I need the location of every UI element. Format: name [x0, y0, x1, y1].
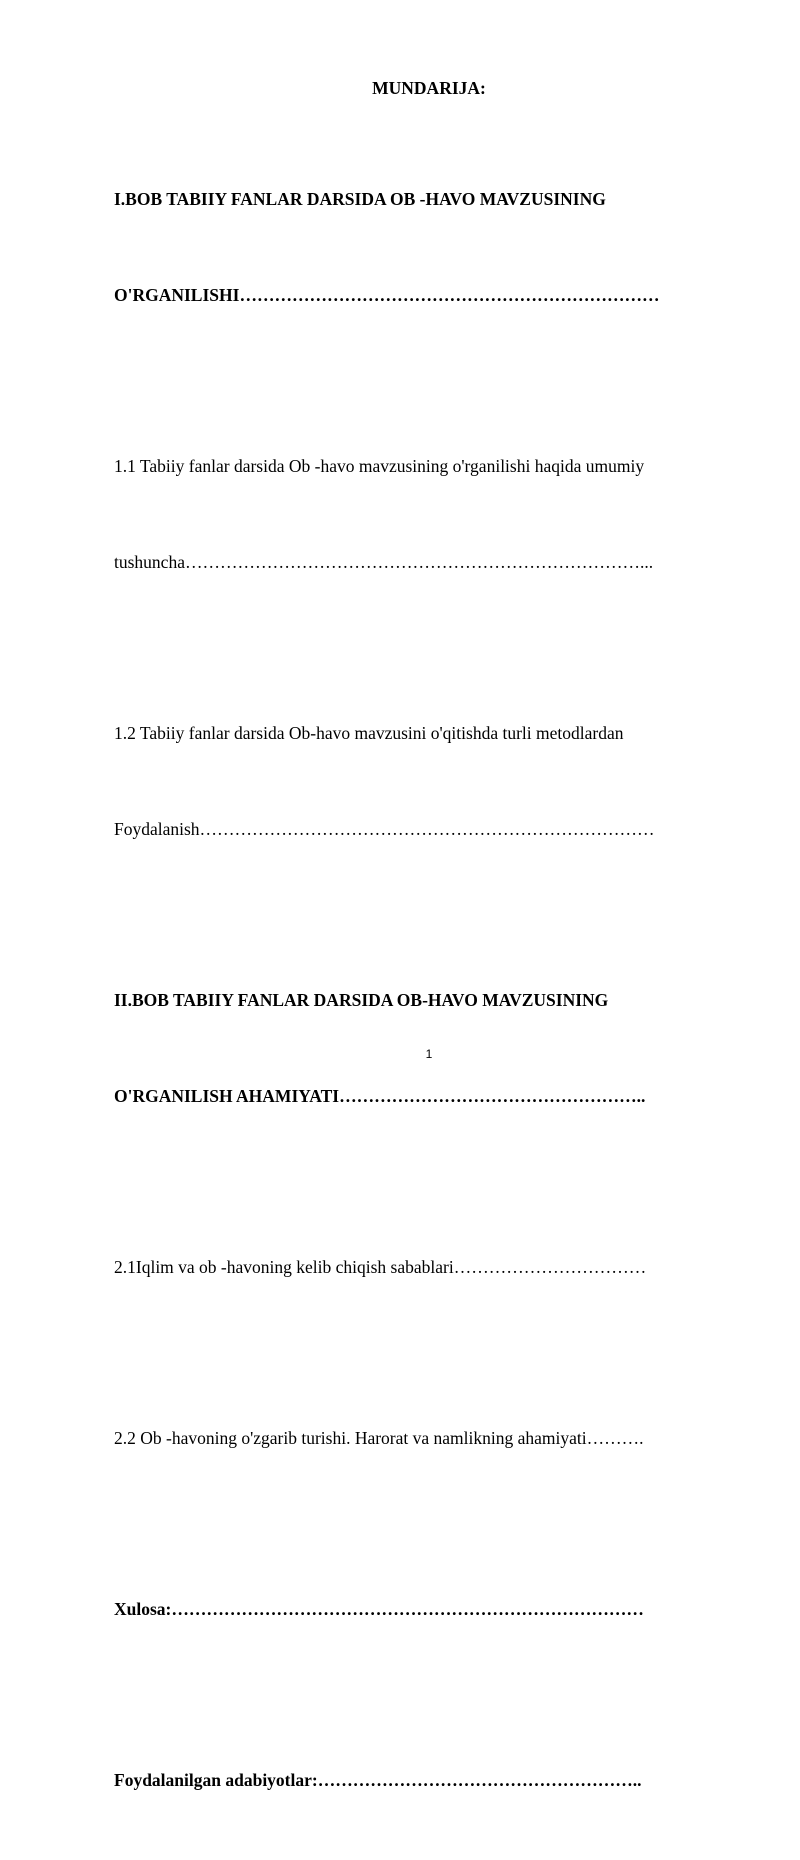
- toc-entry-line: tushuncha……………………………………………………………………...: [114, 552, 654, 572]
- toc-entry-line: Xulosa:………………………………………………………………………: [114, 1599, 644, 1619]
- toc-entry-section-1-2: [114, 653, 714, 909]
- toc-entry-line: Foydalanilgan adabiyotlar:………………………………………………..: [114, 1770, 642, 1790]
- toc-entry-line: O'RGANILISH AHAMIYATI……………………………………………..: [114, 1086, 646, 1106]
- toc-entry-line: 1.1 Tabiiy fanlar darsida Ob -havo mavzusining o'rganilishi haqida umumiy: [114, 456, 645, 476]
- page-number: 1: [425, 1047, 433, 1061]
- toc-entry-conclusion: [114, 1529, 714, 1689]
- toc-entry-line: II.BOB TABIIY FANLAR DARSIDA OB-HAVO MAVZUSINING: [114, 990, 609, 1010]
- toc-entry-chapter-1: [114, 119, 714, 375]
- toc-entry-section-2-2: [114, 1358, 714, 1518]
- toc-entry-references: [114, 1700, 714, 1860]
- toc-entry-line: Foydalanish……………………………………………………………………: [114, 819, 655, 839]
- toc-entry-line: 2.1Iqlim va ob -havoning kelib chiqish sabablari……………………………: [114, 1257, 647, 1277]
- toc-entry-line: 1.2 Tabiiy fanlar darsida Ob-havo mavzusini o'qitishda turli metodlardan: [114, 723, 624, 743]
- toc-entry-section-2-1: [114, 1187, 714, 1347]
- toc-entry-line: O'RGANILISHI………………………………………………………………: [114, 285, 660, 305]
- toc-entry-line: 2.2 Ob -havoning o'zgarib turishi. Harorat va namlikning ahamiyati……….: [114, 1428, 644, 1448]
- page-title: MUNDARIJA:: [372, 78, 486, 98]
- toc-entry-line: I.BOB TABIIY FANLAR DARSIDA OB -HAVO MAVZUSINING: [114, 189, 606, 209]
- toc-entry-section-1-1: [114, 386, 714, 642]
- table-of-contents: [114, 119, 714, 1860]
